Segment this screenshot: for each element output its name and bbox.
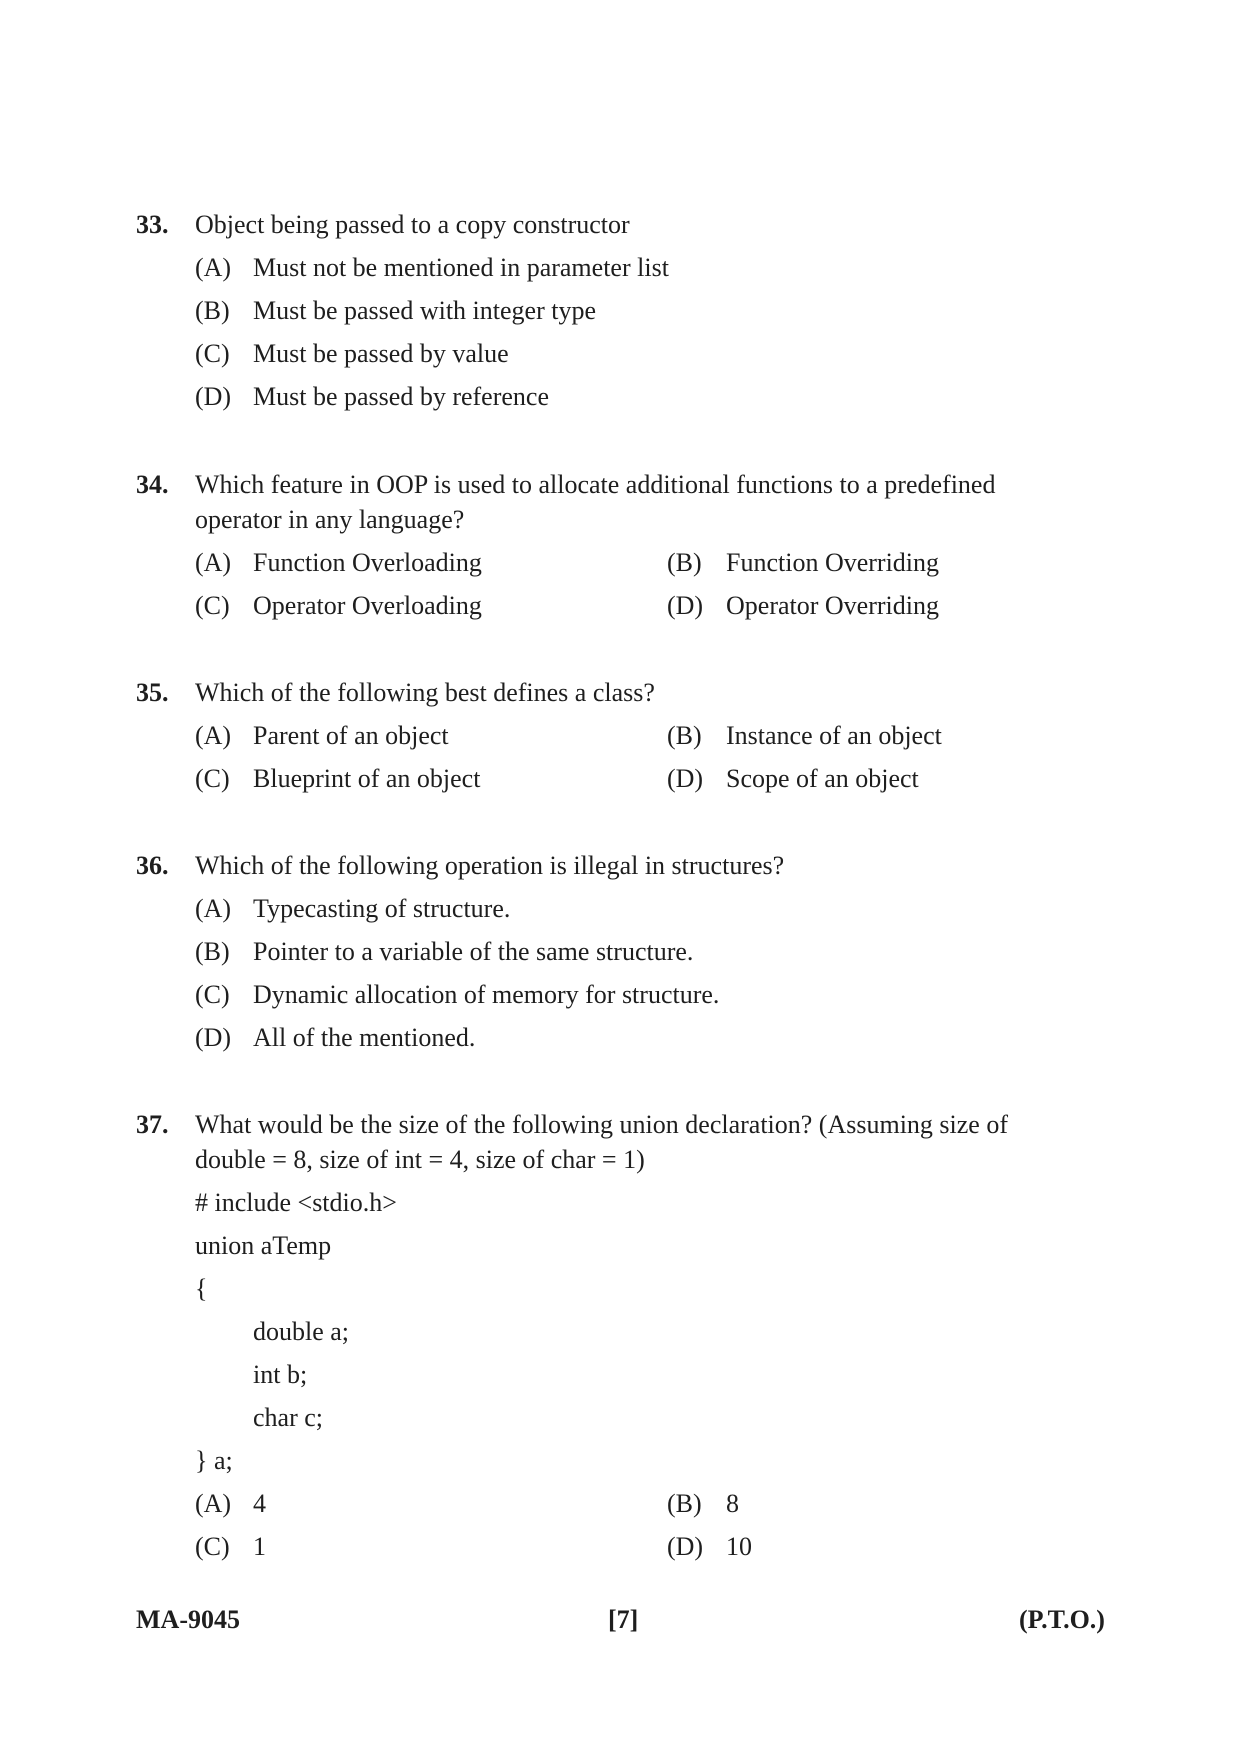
question-number: 36.: [136, 851, 169, 880]
option-label: (A): [195, 253, 232, 282]
option-label: (D): [195, 1023, 232, 1052]
question-text-continued: double = 8, size of int = 4, size of char = 1): [195, 1145, 645, 1174]
question-text: Which of the following operation is illegal in structures?: [195, 851, 785, 880]
code-line: double a;: [253, 1317, 350, 1346]
option-label: (A): [195, 548, 232, 577]
option-text: 1: [253, 1532, 266, 1561]
question-text: Object being passed to a copy constructor: [195, 210, 630, 239]
paper-code: MA-9045: [136, 1605, 240, 1634]
option-label: (A): [195, 894, 232, 923]
option-label: (C): [195, 980, 230, 1009]
option-text: Operator Overloading: [253, 591, 482, 620]
pto-label: (P.T.O.): [1019, 1605, 1105, 1634]
question-number: 33.: [136, 210, 169, 239]
question-number: 34.: [136, 470, 169, 499]
code-line: {: [195, 1274, 208, 1303]
question-text: Which of the following best defines a class?: [195, 678, 655, 707]
question-text: Which feature in OOP is used to allocate additional functions to a predefined: [195, 470, 996, 499]
option-text: Blueprint of an object: [253, 764, 481, 793]
code-line: # include <stdio.h>: [195, 1188, 397, 1217]
option-label: (A): [195, 721, 232, 750]
option-label: (B): [667, 1489, 702, 1518]
option-label: (B): [195, 937, 230, 966]
option-text: Parent of an object: [253, 721, 449, 750]
option-text: 4: [253, 1489, 266, 1518]
option-text: Operator Overriding: [726, 591, 939, 620]
page-number: [7]: [608, 1605, 639, 1634]
option-label: (A): [195, 1489, 232, 1518]
option-text: Function Overloading: [253, 548, 482, 577]
option-text: Instance of an object: [726, 721, 942, 750]
option-label: (D): [667, 591, 704, 620]
option-label: (B): [667, 721, 702, 750]
option-text: Scope of an object: [726, 764, 919, 793]
option-label: (C): [195, 1532, 230, 1561]
option-text: Pointer to a variable of the same structure.: [253, 937, 694, 966]
option-text: All of the mentioned.: [253, 1023, 476, 1052]
option-label: (D): [195, 382, 232, 411]
option-label: (B): [195, 296, 230, 325]
code-line: char c;: [253, 1403, 324, 1432]
code-line: union aTemp: [195, 1231, 332, 1260]
option-label: (C): [195, 339, 230, 368]
option-text: Must not be mentioned in parameter list: [253, 253, 669, 282]
option-text: Must be passed with integer type: [253, 296, 596, 325]
question-text-continued: operator in any language?: [195, 505, 465, 534]
option-text: Dynamic allocation of memory for structure.: [253, 980, 720, 1009]
question-number: 37.: [136, 1110, 169, 1139]
option-label: (D): [667, 1532, 704, 1561]
option-label: (C): [195, 591, 230, 620]
option-label: (C): [195, 764, 230, 793]
option-text: Function Overriding: [726, 548, 940, 577]
option-text: Must be passed by value: [253, 339, 509, 368]
question-text: What would be the size of the following union declaration? (Assuming size of: [195, 1110, 1009, 1139]
option-text: Must be passed by reference: [253, 382, 549, 411]
code-line: int b;: [253, 1360, 308, 1389]
option-label: (B): [667, 548, 702, 577]
option-text: 8: [726, 1489, 739, 1518]
code-line: } a;: [195, 1446, 233, 1475]
option-text: 10: [726, 1532, 752, 1561]
option-label: (D): [667, 764, 704, 793]
option-text: Typecasting of structure.: [253, 894, 511, 923]
question-number: 35.: [136, 678, 169, 707]
